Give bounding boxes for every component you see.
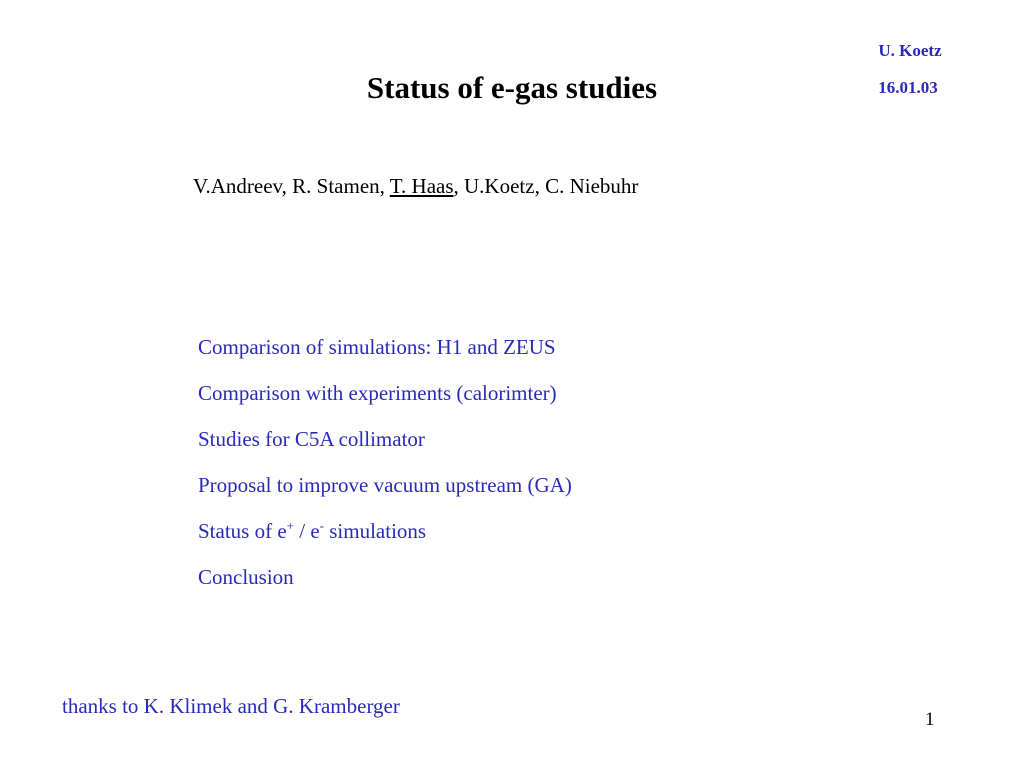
slide-title: Status of e-gas studies [366,70,658,105]
agenda-item-5-prefix: Status of e [198,519,287,543]
authors-highlighted-name: T. Haas [389,174,454,198]
agenda-item-vacuum-proposal: Proposal to improve vacuum upstream (GA) [198,473,572,497]
acknowledgements: thanks to K. Klimek and G. Kramberger [62,694,400,718]
authors-part-1: V.Andreev, R. Stamen, [193,174,390,198]
authors-part-2: , U.Koetz, C. Niebuhr [453,174,639,198]
date-tag: 16.01.03 [878,78,938,97]
agenda-item-c5a-collimator: Studies for C5A collimator [198,427,425,451]
agenda-item-simulations-comparison: Comparison of simulations: H1 and ZEUS [198,335,556,359]
author-tag: U. Koetz [878,41,942,60]
agenda-item-5-sup-minus: - [319,518,324,533]
agenda-item-5-suffix: simulations [324,519,427,543]
agenda-item-conclusion: Conclusion [198,565,294,589]
page-number: 1 [925,709,935,730]
agenda-item-experiments-comparison: Comparison with experiments (calorimter) [198,381,557,405]
agenda-item-5-middle: / e [294,519,320,543]
agenda-item-positron-electron-simulations [198,517,572,563]
agenda-item-5-sup-plus: + [286,518,294,533]
authors-line [193,172,638,200]
agenda-list [198,333,572,609]
